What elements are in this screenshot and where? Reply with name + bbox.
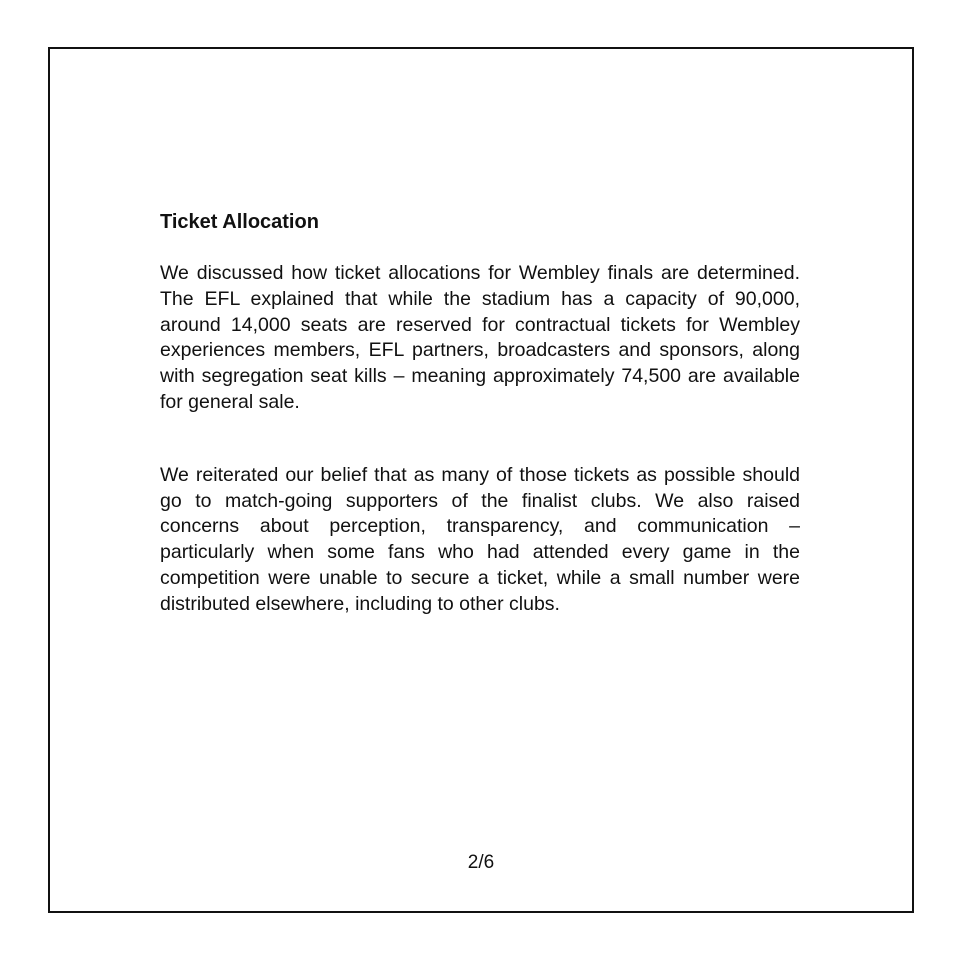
- page-frame: [48, 47, 914, 913]
- section-heading: Ticket Allocation: [160, 211, 319, 233]
- paragraph-ticket-allocation-details: We discussed how ticket allocations for Wembley finals are determined. The EFL explained that while the stadium has a capacity of 90,000, around 14,000 seats are reserved for contractual tickets for Wembley experiences members, EFL partners, broadcasters and sponsors, along with segregation seat kills – meaning approximately 74,500 are available for general sale.: [160, 262, 800, 413]
- paragraph-supporter-concerns: We reiterated our belief that as many of those tickets as possible should go to match-going supporters of the finalist clubs. We also raised concerns about perception, transparency, and communication – particularly when some fans who had attended every game in the competition were unable to secure a ticket, while a small number were distributed elsewhere, including to other clubs.: [160, 463, 800, 615]
- page-number: 2/6: [467, 852, 495, 873]
- document-body: [160, 209, 800, 618]
